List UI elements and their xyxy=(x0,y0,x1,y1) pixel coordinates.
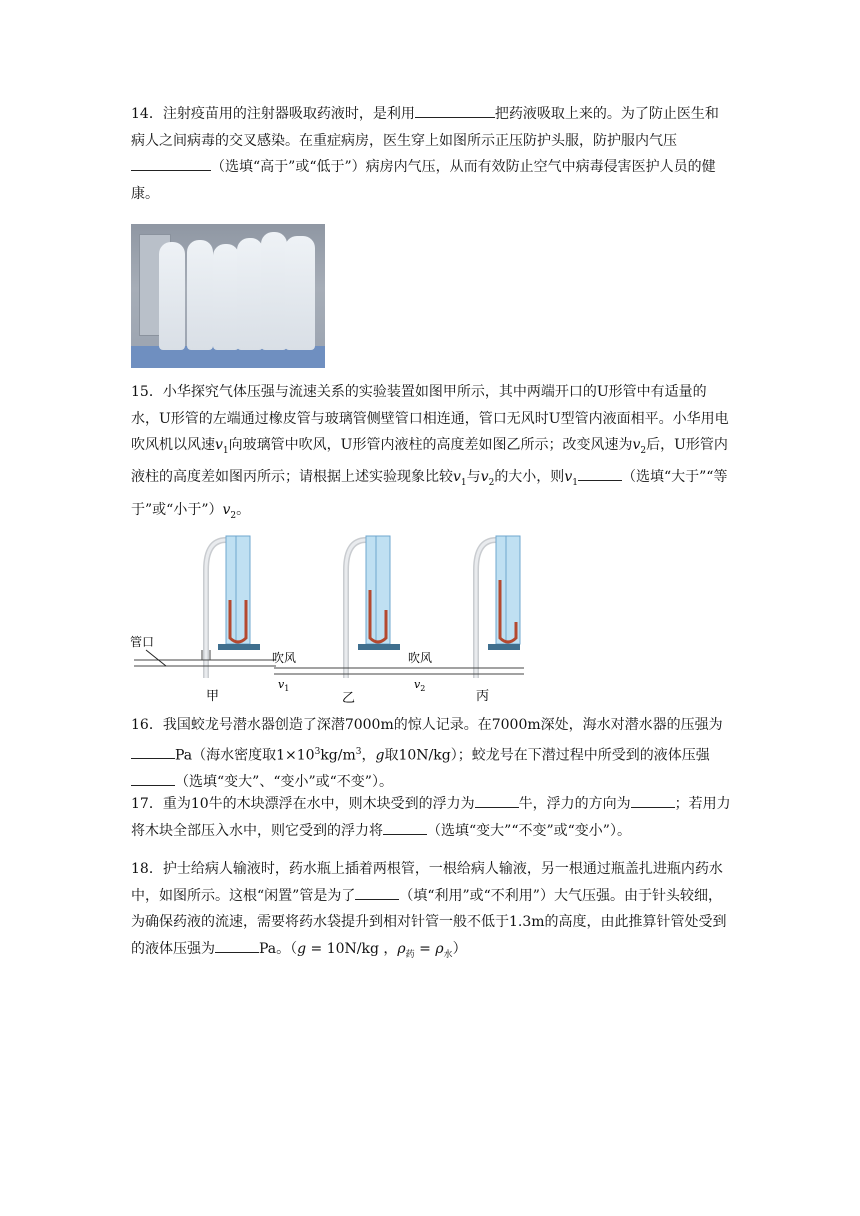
label-chuifeng-1: 吹风 xyxy=(272,651,297,665)
answer-blank[interactable] xyxy=(355,885,399,900)
question-number: 14． xyxy=(131,106,163,122)
u-tube-experiment-figure xyxy=(126,530,526,708)
answer-blank[interactable] xyxy=(578,466,622,481)
question-16: 16．我国蛟龙号潜水器创造了深潜7000m的惊人记录。在7000m深处，海水对潜水器的压强为Pa（海水密度取$1\times 10^3kg/m^3$，g取10N/kg）；蛟龙号在下潜过程中所受到的液体压强（选填“变大”、“变小”或“不变”）。 xyxy=(131,717,723,790)
question-number: 18． xyxy=(131,861,163,877)
question-15: 15．小华探究气体压强与流速关系的实验装置如图甲所示，其中两端开口的U形管中有适量的水，U形管的左端通过橡皮管与玻璃管侧壁管口相连通，管口无风时U型管内液面相平。小华用电吹风机以风速$v_1$向玻璃管中吹风，U形管内液柱的高度差如图乙所示；改变风速为$v_2$后，U形管内液柱的高度差如图丙所示；请根据上述实验现象比较$v_1$与$v_2$的大小，则$v_1$ （选填“大于”“等于”或“小于$”)v_2$。 xyxy=(131,384,729,521)
question-17: 17．重为10牛的木块漂浮在水中，则木块受到的浮力为 牛，浮力的方向为 ；若用力将木块全部压入水中，则它受到的浮力将 （选填“变大”“不变”或“变小”）。 xyxy=(131,791,731,844)
apparatus-jia xyxy=(134,536,276,678)
answer-blank[interactable] xyxy=(415,103,495,118)
answer-blank[interactable] xyxy=(475,793,519,808)
answer-blank[interactable] xyxy=(383,820,427,835)
answer-blank[interactable] xyxy=(131,156,211,171)
question-14: 14．注射疫苗用的注射器吸取药液时，是利用 把药液吸取上来的。为了防止医生和病人之间病毒的交叉感染。在重症病房，医生穿上如图所示正压防护头服，防护服内气压（选填“高于”或“低于”）病房内气压，从而有效防止空气中病毒侵害医护人员的健康。 xyxy=(131,101,731,207)
answer-blank[interactable] xyxy=(131,744,175,759)
label-yi: 乙 xyxy=(342,691,356,706)
answer-blank[interactable] xyxy=(215,938,259,953)
answer-blank[interactable] xyxy=(131,771,175,786)
question-18: 18．护士给病人输液时，药水瓶上插着两根管，一根给病人输液，另一根通过瓶盖扎进瓶内药水中，如图所示。这根“闲置”管是为了 （填“利用”或“不利用”）大气压强。由于针头较细，为确保药液的流速，需要将药水袋提升到相对针管一般不低于1.3m的高度，由此推算针管处受到的液体压强为 Pa。（g = 10N/kg ，$\rho_药 = \rho_水$） xyxy=(131,861,727,960)
label-chuifeng-2: 吹风 xyxy=(408,651,433,665)
pointer-arrow xyxy=(146,650,166,666)
question-number: 16． xyxy=(131,717,163,733)
label-v1: $v_1$ xyxy=(278,678,290,693)
question-number: 15． xyxy=(131,384,163,400)
answer-blank[interactable] xyxy=(631,793,675,808)
label-v2: $v_2$ xyxy=(414,678,426,693)
label-jia: 甲 xyxy=(206,689,220,704)
protective-suit-photo xyxy=(131,224,325,368)
question-number: 17． xyxy=(131,796,163,812)
label-bing: 丙 xyxy=(476,689,490,704)
label-guankou: 管口 xyxy=(130,635,155,649)
